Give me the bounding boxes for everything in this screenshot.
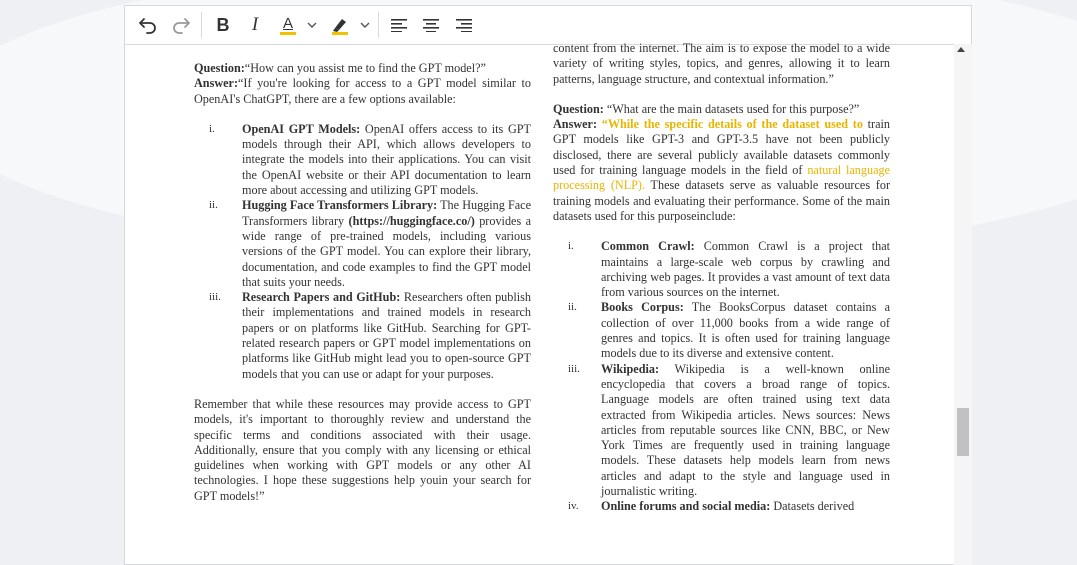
closing-paragraph: Remember that while these resources may provide access to GPT models, it's important to thoroughly review and understand the specific terms and conditions associated with their usage. Additionally, ensure that you comply with any licensing or ethical guidelines when working with GPT models or any other AI technologies. I hope these suggestions help youin your search for GPT models!” — [194, 396, 531, 503]
align-left-button[interactable] — [387, 6, 411, 44]
document-page[interactable] — [125, 41, 955, 565]
question-text: “What are the main datasets used for this purpose?” — [603, 101, 860, 116]
list-item-text: Datasets derived — [770, 499, 855, 514]
list-item-text: The Hugging Face Transformers library — [242, 198, 531, 228]
font-color-icon: A — [282, 14, 293, 32]
list-item — [553, 300, 890, 361]
nlp-highlight: natural language processing (NLP). — [553, 163, 891, 193]
list-item-body — [242, 198, 531, 290]
list-item-body — [242, 122, 531, 198]
highlight-button[interactable] — [327, 6, 353, 44]
question-paragraph — [194, 61, 531, 76]
list-number: ii. — [209, 199, 218, 212]
align-center-button[interactable] — [419, 6, 443, 44]
list-item — [194, 198, 531, 290]
align-right-icon — [456, 18, 472, 32]
scroll-up-arrow-icon[interactable] — [957, 47, 965, 52]
list-item-text: OpenAI offers access to its GPT models through their API, which allows developers to integrate the models into their applications. You can visit the OpenAI website or their API documentation to learn more about accessing and utilizing GPT models. — [242, 121, 532, 198]
list-item-title: Common Crawl: — [601, 239, 695, 254]
question-paragraph — [553, 102, 890, 117]
right-column — [553, 41, 890, 515]
answer-paragraph — [553, 117, 890, 224]
answer-text: train GPT models like GPT-3 and GPT-3.5 have not been publicly disclosed, there are several publicly available datasets commonly used for training language models in the field of — [553, 117, 890, 178]
answer-label: Answer: — [194, 76, 239, 91]
list-number: i. — [209, 122, 215, 135]
redo-button[interactable] — [166, 6, 196, 44]
bold-icon: B — [216, 14, 230, 35]
list-item-title: Wikipedia: — [601, 361, 660, 376]
font-color-swatch — [280, 32, 296, 35]
answer-highlight: “While the specific details of the dataset used to — [597, 117, 863, 132]
list-item-body — [601, 300, 890, 361]
list-item-title: Hugging Face Transformers Library: — [242, 198, 438, 213]
question-label: Question: — [194, 61, 245, 75]
undo-icon — [138, 15, 158, 35]
bold-button[interactable] — [209, 6, 237, 44]
align-left-icon — [391, 18, 407, 32]
answer-text: These datasets serve as valuable resources for training models and evaluating their performance. Some of the main datasets used for this purposeinclude: — [553, 178, 890, 223]
list-number: i. — [568, 240, 574, 253]
question-text: “How can you assist me to find the GPT model?” — [244, 61, 486, 75]
highlighter-icon — [330, 15, 350, 35]
list-item — [194, 290, 531, 382]
list-item-body — [242, 290, 531, 382]
list-item-text: Researchers often publish their implementations and trained models in research papers or on platforms like GitHub. Searching for GPT- related research papers or GPT model implementations on platforms like GitHub might lead you to open-source GPT models that you can use or adapt for your purposes. — [242, 290, 531, 381]
spacer — [194, 382, 531, 397]
list-item-text: Wikipedia is a well-known online encyclopedia that covers a broad range of topics. Language models are often trained using text data extracted from Wikipedia articles. News sources: News articles from reputable sources like CNN, BBC, or New York Times are frequently used in training language models. These datasets help models learn from news articles and adapt to the style and language used in journalistic writing. — [601, 361, 890, 499]
list-number: iii. — [568, 362, 580, 375]
align-center-icon — [423, 18, 439, 32]
list-item-body — [601, 499, 890, 514]
list-number: iv. — [568, 500, 579, 513]
spacer — [553, 224, 890, 239]
answer-text: “If you're looking for access to a GPT model similar to OpenAI's ChatGPT, there are a few options available: — [194, 76, 531, 106]
list-item-text: Common Crawl is a project that maintains a large-scale web corpus by crawling and archiving web pages. It provides a vast amount of text data from various sources on the internet. — [601, 239, 890, 300]
italic-button[interactable] — [242, 6, 268, 44]
list-item-body — [601, 239, 890, 300]
list-item — [553, 362, 890, 500]
spacer — [194, 107, 531, 122]
list-item — [553, 239, 890, 300]
list-item-body — [601, 362, 890, 500]
toolbar-divider — [378, 12, 379, 38]
list-item — [194, 122, 531, 198]
answer-paragraph — [194, 76, 531, 107]
answer-label: Answer: — [553, 117, 598, 132]
left-column — [194, 61, 531, 504]
list-number: ii. — [568, 301, 577, 314]
list-item — [553, 499, 890, 514]
list-item-title: Online forums and social media: — [601, 499, 771, 514]
font-color-dropdown[interactable] — [305, 6, 319, 44]
font-color-button[interactable] — [275, 6, 301, 44]
toolbar-divider — [201, 12, 202, 38]
rich-text-editor — [124, 5, 972, 565]
list-item-text: The BooksCorpus dataset contains a collection of over 11,000 books from a wide range of genres and topics. It is often used for training language models due to its diverse and extensive content. — [601, 300, 890, 361]
list-number: iii. — [209, 291, 221, 304]
huggingface-link[interactable]: (https://huggingface.co/) — [348, 213, 475, 228]
scrollbar-thumb[interactable] — [957, 408, 969, 456]
question-label: Question: — [553, 101, 604, 116]
list-item-text: provides a wide range of pre-trained models, including various versions of the GPT model. You can explore their library, documentation, and code examples to find the GPT model that suits your needs. — [242, 213, 531, 289]
highlight-dropdown[interactable] — [358, 6, 372, 44]
spacer — [553, 87, 890, 102]
undo-button[interactable] — [133, 6, 163, 44]
vertical-scrollbar[interactable] — [954, 44, 972, 565]
redo-icon — [171, 15, 191, 35]
list-item-title: Research Papers and GitHub: — [242, 290, 401, 305]
intro-paragraph: content from the internet. The aim is to expose the model to a wide variety of writing styles, topics, and genres, allowing it to learn patterns, language structure, and contextual information.” — [553, 41, 890, 86]
editor-toolbar — [125, 6, 971, 45]
list-item-title: Books Corpus: — [601, 300, 684, 315]
list-item-title: OpenAI GPT Models: — [242, 121, 361, 136]
chevron-down-icon — [360, 21, 370, 29]
align-right-button[interactable] — [452, 6, 476, 44]
chevron-down-icon — [307, 21, 317, 29]
italic-icon: I — [251, 14, 259, 35]
